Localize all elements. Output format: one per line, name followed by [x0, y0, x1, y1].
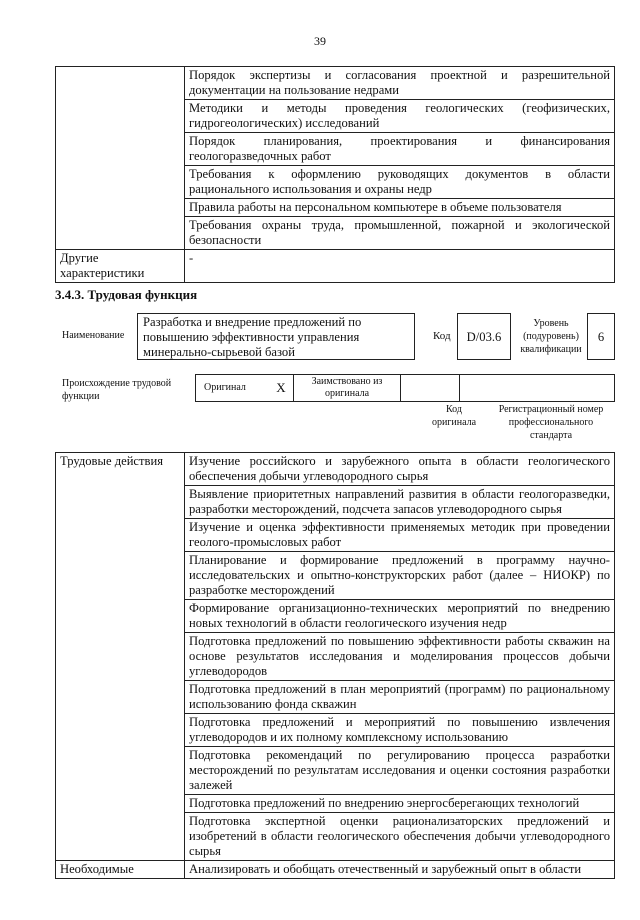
- labor-action-item: Изучение российского и зарубежного опыта в области геологического обеспечения добычи углеводородного сырья: [185, 453, 615, 486]
- labor-action-item: Планирование и формирование предложений в программу научно-исследовательских и опытно-конструкторских работ (далее – НИОКР) по разработке месторождений: [185, 552, 615, 600]
- knowledge-item: Порядок планирования, проектирования и финансирования геологоразведочных работ: [185, 133, 615, 166]
- original-code-cell: [401, 375, 460, 402]
- original-mark: X: [269, 375, 294, 402]
- labor-action-item: Подготовка предложений и мероприятий по повышению извлечения углеводородов и их полному комплексному использованию: [185, 714, 615, 747]
- registration-number-cell: [460, 375, 615, 402]
- other-characteristics-value: -: [185, 250, 615, 283]
- labor-action-item: Формирование организационно-технических мероприятий по внедрению новых технологий в области геологического изучения недр: [185, 600, 615, 633]
- original-label: Оригинал: [196, 375, 270, 402]
- knowledge-item: Правила работы на персональном компьютере в объеме пользователя: [185, 199, 615, 217]
- knowledge-item: Требования охраны труда, промышленной, пожарной и экологической безопасности: [185, 217, 615, 250]
- registration-number-caption: Регистрационный номер профессионального стандарта: [498, 404, 604, 441]
- labor-action-item: Выявление приоритетных направлений развития в области геологоразведки, разработки месторождений, подсчета запасов углеводородного сырья: [185, 486, 615, 519]
- level-label: Уровень (подуровень) квалификации: [520, 318, 582, 355]
- origin-label: Происхождение трудовой функции: [62, 378, 172, 402]
- function-name: Разработка и внедрение предложений по повышению эффективности управления минерально-сырьевой базой: [137, 313, 415, 360]
- origin-table: [195, 374, 615, 402]
- labor-action-item: Изучение и оценка эффективности применяемых методик при проведении геолого-промысловых работ: [185, 519, 615, 552]
- page-number: 39: [314, 34, 326, 48]
- other-characteristics-label: Другие характеристики: [56, 250, 185, 283]
- labor-action-item: Подготовка экспертной оценки рационализаторских предложений и изобретений в области геологического обеспечения добычи углеводородного сырья: [185, 813, 615, 861]
- needed-skill-item: Анализировать и обобщать отечественный и зарубежный опыт в области: [185, 861, 615, 879]
- labor-actions-label: Трудовые действия: [56, 453, 185, 861]
- borrowed-label: Заимствовано из оригинала: [294, 375, 401, 402]
- knowledge-item: Порядок экспертизы и согласования проектной и разрешительной документации на пользование недрами: [185, 67, 615, 100]
- labor-action-item: Подготовка предложений по внедрению энергосберегающих технологий: [185, 795, 615, 813]
- original-code-caption: Код оригинала: [431, 404, 477, 428]
- section-title: 3.4.3. Трудовая функция: [55, 287, 198, 302]
- knowledge-item: Методики и методы проведения геологических (геофизических, гидрогеологических) исследований: [185, 100, 615, 133]
- labor-action-item: Подготовка рекомендаций по регулированию процесса разработки месторождений по результатам исследования и оценки состояния разработки залежей: [185, 747, 615, 795]
- level-value: 6: [587, 313, 615, 360]
- labor-action-item: Подготовка предложений в план мероприятий (программ) по рациональному использованию фонда скважин: [185, 681, 615, 714]
- code-label: Код: [433, 330, 451, 342]
- empty-label-cell: [56, 67, 185, 250]
- knowledge-table: [55, 66, 615, 283]
- name-label: Наименование: [62, 330, 125, 341]
- labor-action-item: Подготовка предложений по повышению эффективности работы скважин на основе результатов исследования и моделирования процессов добычи углеводородов: [185, 633, 615, 681]
- knowledge-item: Требования к оформлению руководящих документов в области рационального использования и охраны недр: [185, 166, 615, 199]
- labor-actions-table: [55, 452, 615, 879]
- needed-skills-label: Необходимые: [56, 861, 185, 879]
- function-code: D/03.6: [457, 313, 511, 360]
